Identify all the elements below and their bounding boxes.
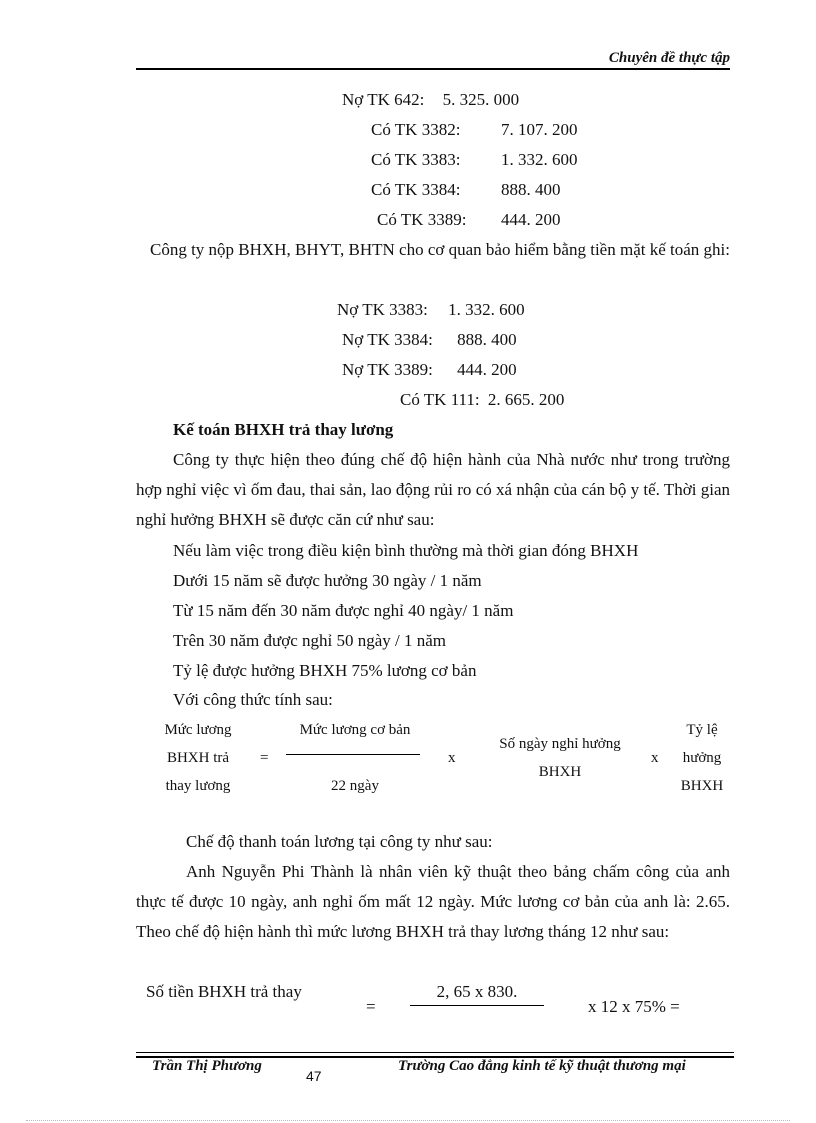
example-paragraph: Anh Nguyễn Phi Thành là nhân viên kỹ thuật theo bảng chấm công của anh thực tế được 10 ngày, anh nghỉ ốm mất 12 ngày. Mức lương cơ bản của anh là: 2.65. Theo chế độ hiện hành thì mức lương BHXH trả thay lương tháng 12 như sau: bbox=[136, 862, 730, 941]
header-rule bbox=[136, 68, 730, 70]
formula-lhs-line: BHXH trả bbox=[166, 750, 230, 766]
formula-rate-line: Tỷ lệ bbox=[686, 722, 718, 738]
formula-lhs-line: thay lương bbox=[165, 778, 231, 794]
entry-account: Có TK 3384: bbox=[371, 180, 461, 199]
entry-value: 1. 332. 600 bbox=[501, 150, 578, 169]
calc-fraction-bar bbox=[410, 1005, 544, 1006]
rule-item: Dưới 15 năm sẽ được hưởng 30 ngày / 1 năm bbox=[173, 571, 482, 590]
formula-times: x bbox=[448, 750, 456, 766]
entry-debit-642 bbox=[342, 89, 519, 111]
formula-denominator: 22 ngày bbox=[331, 778, 379, 794]
calc-rest: x 12 x 75% = bbox=[588, 997, 680, 1016]
entry-credit-3384 bbox=[371, 179, 561, 201]
entry-value: 5. 325. 000 bbox=[442, 90, 520, 109]
formula-numerator: Mức lương cơ bản bbox=[299, 722, 411, 738]
page-edge-divider bbox=[26, 1120, 790, 1121]
entry-debit-3389 bbox=[342, 359, 517, 381]
footer-author: Trần Thị Phương bbox=[152, 1058, 262, 1074]
rule-item: Trên 30 năm được nghỉ 50 ngày / 1 năm bbox=[173, 631, 447, 650]
entry-account: Có TK 111: bbox=[400, 390, 480, 409]
entry-credit-3382 bbox=[371, 119, 578, 141]
entry-value: 444. 200 bbox=[501, 210, 561, 229]
footer-rule bbox=[136, 1052, 734, 1053]
entry-value: 7. 107. 200 bbox=[501, 120, 578, 139]
policy-paragraph: Công ty thực hiện theo đúng chế độ hiện hành của Nhà nước như trong trường hợp nghỉ việc vì ốm đau, thai sản, lao động rủi ro có xá nhận của cán bộ y tế. Thời gian nghỉ hưởng BHXH sẽ được căn cứ như sau: bbox=[136, 450, 730, 529]
rule-item: Với công thức tính sau: bbox=[173, 690, 333, 709]
formula-days-line: BHXH bbox=[538, 764, 582, 780]
page-number: 47 bbox=[306, 1068, 322, 1084]
calc-numerator: 2, 65 x 830. bbox=[436, 982, 518, 1001]
entry-account: Nợ TK 3384: bbox=[342, 330, 433, 349]
calc-equals: = bbox=[366, 997, 376, 1016]
footer-school: Trường Cao đẳng kinh tế kỹ thuật thương mại bbox=[398, 1058, 686, 1074]
entry-account: Nợ TK 3383: bbox=[337, 300, 428, 319]
entry-value: 888. 400 bbox=[457, 330, 517, 349]
entry-account: Nợ TK 642: bbox=[342, 90, 425, 109]
fraction-bar bbox=[286, 754, 420, 755]
entry-value: 2. 665. 200 bbox=[487, 390, 565, 409]
intro-paragraph: Chế độ thanh toán lương tại công ty như sau: bbox=[186, 832, 493, 851]
entry-credit-3389 bbox=[377, 209, 561, 231]
entry-credit-111 bbox=[400, 389, 564, 411]
entry-account: Có TK 3389: bbox=[377, 210, 467, 229]
formula-days-line: Số ngày nghỉ hưởng bbox=[499, 736, 621, 752]
formula-rate-line: BHXH bbox=[680, 778, 724, 794]
entry-debit-3384 bbox=[342, 329, 517, 351]
rule-item: Nếu làm việc trong điều kiện bình thường mà thời gian đóng BHXH bbox=[173, 541, 639, 560]
formula-lhs-line: Mức lương bbox=[164, 722, 232, 738]
entry-value: 1. 332. 600 bbox=[448, 300, 525, 319]
entry-account: Có TK 3382: bbox=[371, 120, 461, 139]
header-title: Chuyên đề thực tập bbox=[608, 50, 730, 66]
rule-item: Từ 15 năm đến 30 năm được nghỉ 40 ngày/ 1 năm bbox=[173, 601, 514, 620]
rule-item: Tỷ lệ được hưởng BHXH 75% lương cơ bản bbox=[173, 661, 477, 680]
section-title: Kế toán BHXH trả thay lương bbox=[173, 420, 394, 439]
formula-rate-line: hưởng bbox=[682, 750, 722, 766]
formula-times: x bbox=[651, 750, 659, 766]
entry-value: 444. 200 bbox=[457, 360, 517, 379]
entry-account: Nợ TK 3389: bbox=[342, 360, 433, 379]
entry-value: 888. 400 bbox=[501, 180, 561, 199]
entry-account: Có TK 3383: bbox=[371, 150, 461, 169]
payment-paragraph: Công ty nộp BHXH, BHYT, BHTN cho cơ quan bảo hiểm bằng tiền mặt kế toán ghi: bbox=[150, 240, 730, 259]
entry-debit-3383 bbox=[337, 299, 525, 321]
calc-label: Số tiền BHXH trả thay bbox=[146, 982, 302, 1001]
formula-equals: = bbox=[260, 750, 269, 766]
entry-credit-3383 bbox=[371, 149, 578, 171]
